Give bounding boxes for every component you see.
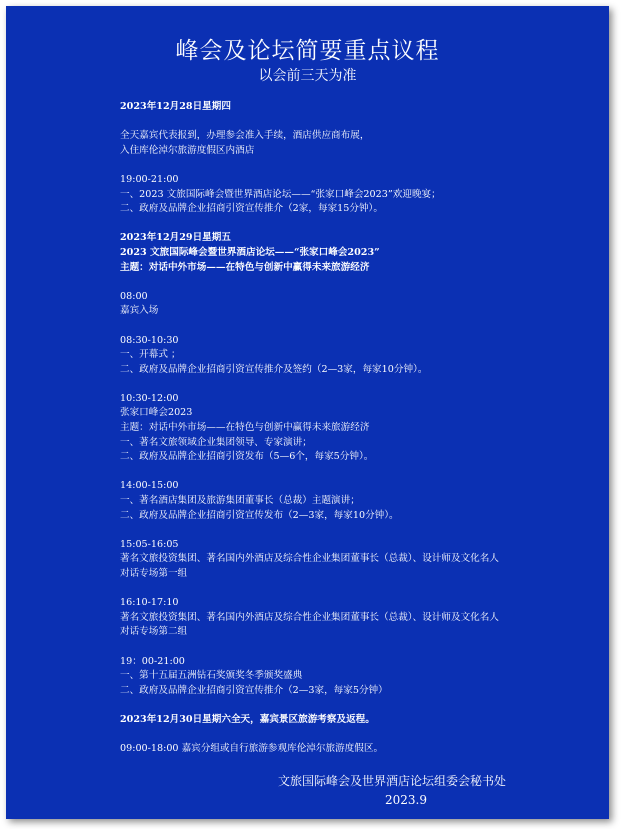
agenda-line: 一、2023 文旅国际峰会暨世界酒店论坛——“张家口峰会2023”欢迎晚宴； (120, 188, 441, 200)
agenda-heading: 2023年12月29日星期五 (120, 232, 231, 244)
agenda-line: 二、政府及品牌企业招商引资宣传发布（2—3家，每家10分钟）。 (120, 509, 399, 521)
agenda-line: 一、著名文旅领域企业集团领导、专家演讲； (120, 436, 312, 448)
agenda-spacer (120, 158, 560, 173)
agenda-line: 08:30-10:30 (120, 334, 179, 346)
agenda-spacer (120, 377, 560, 392)
agenda-heading: 2023年12月30日星期六全天，嘉宾景区旅游考察及返程。 (120, 713, 375, 725)
organizer-text: 文旅国际峰会及世界酒店论坛组委会秘书处 (278, 774, 507, 788)
page-title: 峰会及论坛简要重点议程 (175, 38, 440, 64)
agenda-spacer (120, 582, 560, 597)
agenda-spacer (120, 640, 560, 655)
agenda-line: 10:30-12:00 (120, 392, 179, 404)
agenda-line: 09:00-18:00 嘉宾分组或自行旅游参观库伦淖尔旅游度假区。 (120, 743, 384, 755)
agenda-line: 15:05-16:05 (120, 538, 179, 550)
agenda-spacer (120, 698, 560, 713)
page-subtitle: 以会前三天为准 (258, 68, 357, 84)
agenda-spacer (120, 217, 560, 232)
agenda-line: 全天嘉宾代表报到，办理参会准入手续，酒店供应商布展， (120, 130, 370, 142)
agenda-line: 著名文旅投资集团、著名国内外酒店及综合性企业集团董事长（总裁）、设计师及文化名人 (120, 611, 499, 623)
poster (6, 6, 609, 819)
agenda-line: 二、政府及品牌企业招商引资宣传推介（2—3家，每家5分钟） (120, 684, 388, 696)
agenda-line: 一、开幕式 ； (120, 349, 181, 361)
date-text: 2023.9 (385, 793, 427, 807)
agenda-line: 08:00 (120, 290, 148, 302)
agenda-heading: 主题：对话中外市场——在特色与创新中赢得未来旅游经济 (120, 261, 370, 273)
agenda-line: 19:00-21:00 (120, 173, 179, 185)
agenda-list (120, 100, 560, 757)
agenda-line: 对话专场第一组 (120, 568, 188, 579)
agenda-line: 二、政府及品牌企业招商引资宣传推介（2家，每家15分钟）。 (120, 203, 383, 215)
agenda-heading: 2023 文旅国际峰会暨世界酒店论坛——“张家口峰会2023” (120, 246, 380, 258)
agenda-line: 19：00-21:00 (120, 655, 185, 667)
agenda-line: 14:00-15:00 (120, 480, 179, 492)
agenda-spacer (120, 275, 560, 290)
agenda-spacer (120, 319, 560, 334)
agenda-line: 张家口峰会2023 (120, 407, 193, 419)
agenda-spacer (120, 115, 560, 130)
agenda-line: 一、第十五届五洲钻石奖颁奖冬季颁奖盛典 (120, 670, 303, 682)
agenda-line: 二、政府及品牌企业招商引资发布（5—6个，每家5分钟）。 (120, 451, 374, 463)
agenda-spacer (120, 523, 560, 538)
agenda-spacer (120, 465, 560, 480)
agenda-heading: 2023年12月28日星期四 (120, 101, 231, 112)
agenda-line: 入住库伦淖尔旅游度假区内酒店 (120, 144, 255, 156)
agenda-line: 一、著名酒店集团及旅游集团董事长（总裁）主题演讲； (120, 495, 360, 507)
agenda-line: 16:10-17:10 (120, 597, 179, 609)
agenda-line: 著名文旅投资集团、著名国内外酒店及综合性企业集团董事长（总裁）、设计师及文化名人 (120, 553, 499, 565)
agenda-line: 主题：对话中外市场——在特色与创新中赢得未来旅游经济 (120, 422, 370, 434)
agenda-line: 嘉宾入场 (120, 305, 159, 317)
agenda-spacer (120, 728, 560, 743)
footer (278, 772, 578, 810)
agenda-line: 二、政府及品牌企业招商引资宣传推介及签约（2—3家，每家10分钟）。 (120, 363, 428, 375)
agenda-line: 对话专场第二组 (120, 626, 188, 638)
